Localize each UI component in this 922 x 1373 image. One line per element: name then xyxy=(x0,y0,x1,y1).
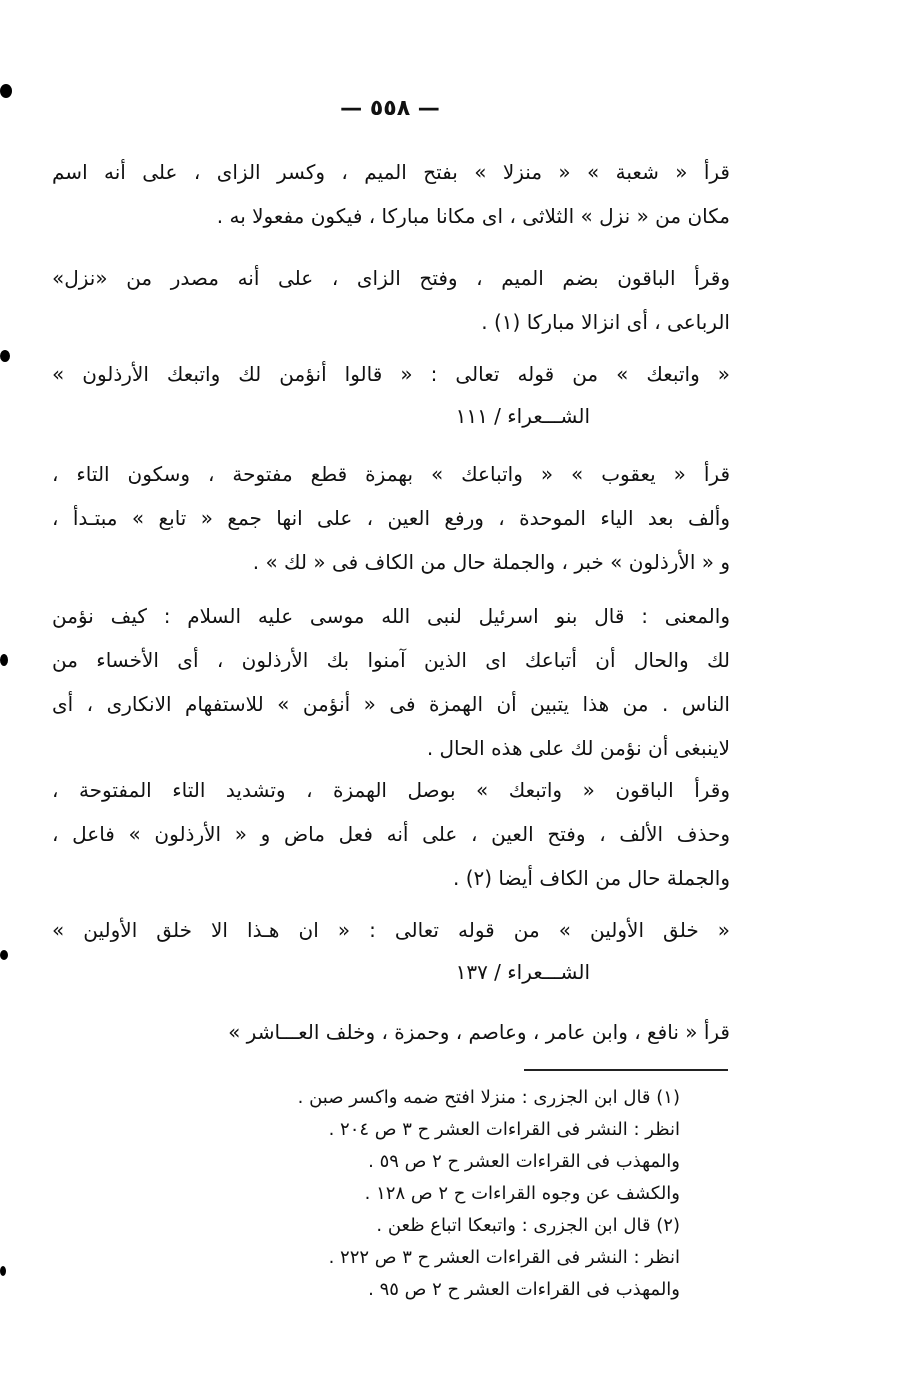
text-line: قرأ « شعبة » « منزلا » بفتح الميم ، وكسر الزاى ، على أنه اسم xyxy=(52,160,730,184)
text-line: والجملة حال من الكاف أيضا (٢) . xyxy=(452,866,730,890)
text-line: والمعنى : قال بنو اسرئيل لنبى الله موسى عليه السلام : كيف نؤمن xyxy=(52,604,730,628)
text-line: قرأ « نافع ، وابن عامر ، وعاصم ، وحمزة ، وخلف العـــاشر » xyxy=(228,1020,730,1044)
footnote-line: والمهذب فى القراءات العشر ح ٢ ص ٥٩ . xyxy=(368,1151,680,1172)
text-line: و « الأرذلون » خبر ، والجملة حال من الكاف فى « لك » . xyxy=(252,550,730,574)
verse-citation xyxy=(52,352,730,436)
verse-reference: الشـــعراء / ١٣٧ xyxy=(455,960,590,984)
paragraph xyxy=(52,594,730,770)
scan-mark xyxy=(0,350,10,362)
footnote-line: والمهذب فى القراءات العشر ح ٢ ص ٩٥ . xyxy=(368,1279,680,1300)
text-line: قرأ « يعقوب » « واتباعك » بهمزة قطع مفتوحة ، وسكون التاء ، xyxy=(52,462,730,486)
footnote-line: انظر : النشر فى القراءات العشر ح ٣ ص ٢٢٢ . xyxy=(328,1247,680,1268)
text-line: الناس . من هذا يتبين أن الهمزة فى « أنؤمن » للاستفهام الانكارى ، أى xyxy=(52,692,730,716)
scan-mark xyxy=(0,84,12,98)
footnote-separator xyxy=(524,1069,728,1071)
text-line: لاينبغى أن نؤمن لك على هذه الحال . xyxy=(426,736,730,760)
scan-mark xyxy=(0,1266,6,1276)
text-line: مكان من « نزل » الثلاثى ، اى مكانا مباركا ، فيكون مفعولا به . xyxy=(216,204,730,228)
paragraph xyxy=(52,452,730,584)
text-line: وقرأ الباقون « واتبعك » بوصل الهمزة ، وتشديد التاء المفتوحة ، xyxy=(52,778,730,802)
page-number: — ٥٥٨ — xyxy=(340,96,440,121)
text-line: لك والحال أن أتباعك اى الذين آمنوا بك الأرذلون ، أى الأخساء من xyxy=(52,648,730,672)
text-line: وحذف الألف ، وفتح العين ، على أنه فعل ماض و « الأرذلون » فاعل ، xyxy=(52,822,730,846)
text-line: « واتبعك » من قوله تعالى : « قالوا أنؤمن لك واتبعك الأرذلون » xyxy=(52,362,730,386)
footnote-line: انظر : النشر فى القراءات العشر ح ٣ ص ٢٠٤ . xyxy=(328,1119,680,1140)
paragraph xyxy=(52,768,730,900)
paragraph xyxy=(52,256,730,344)
footnote-line: (٢) قال ابن الجزرى : واتبعكا اتباع ظعن . xyxy=(376,1215,680,1236)
paragraph xyxy=(52,1010,730,1054)
footnote-line: والكشف عن وجوه القراءات ح ٢ ص ١٢٨ . xyxy=(364,1183,680,1204)
footnote-line: (١) قال ابن الجزرى : منزلا افتح ضمه واكسر صبن . xyxy=(297,1087,680,1108)
verse-citation xyxy=(52,908,730,992)
scan-mark xyxy=(0,950,8,960)
text-line: الرباعى ، أى انزالا مباركا (١) . xyxy=(481,310,730,334)
text-line: وقرأ الباقون بضم الميم ، وفتح الزاى ، على أنه مصدر من «نزل» xyxy=(52,266,730,290)
scan-mark xyxy=(0,654,8,666)
paragraph xyxy=(52,150,730,238)
text-line: « خلق الأولين » من قوله تعالى : « ان هـذا الا خلق الأولين » xyxy=(52,918,730,942)
verse-reference: الشـــعراء / ١١١ xyxy=(455,404,590,428)
footnotes xyxy=(60,1082,680,1306)
text-line: وألف بعد الياء الموحدة ، ورفع العين ، على انها جمع « تابع » مبتـدأ ، xyxy=(52,506,730,530)
